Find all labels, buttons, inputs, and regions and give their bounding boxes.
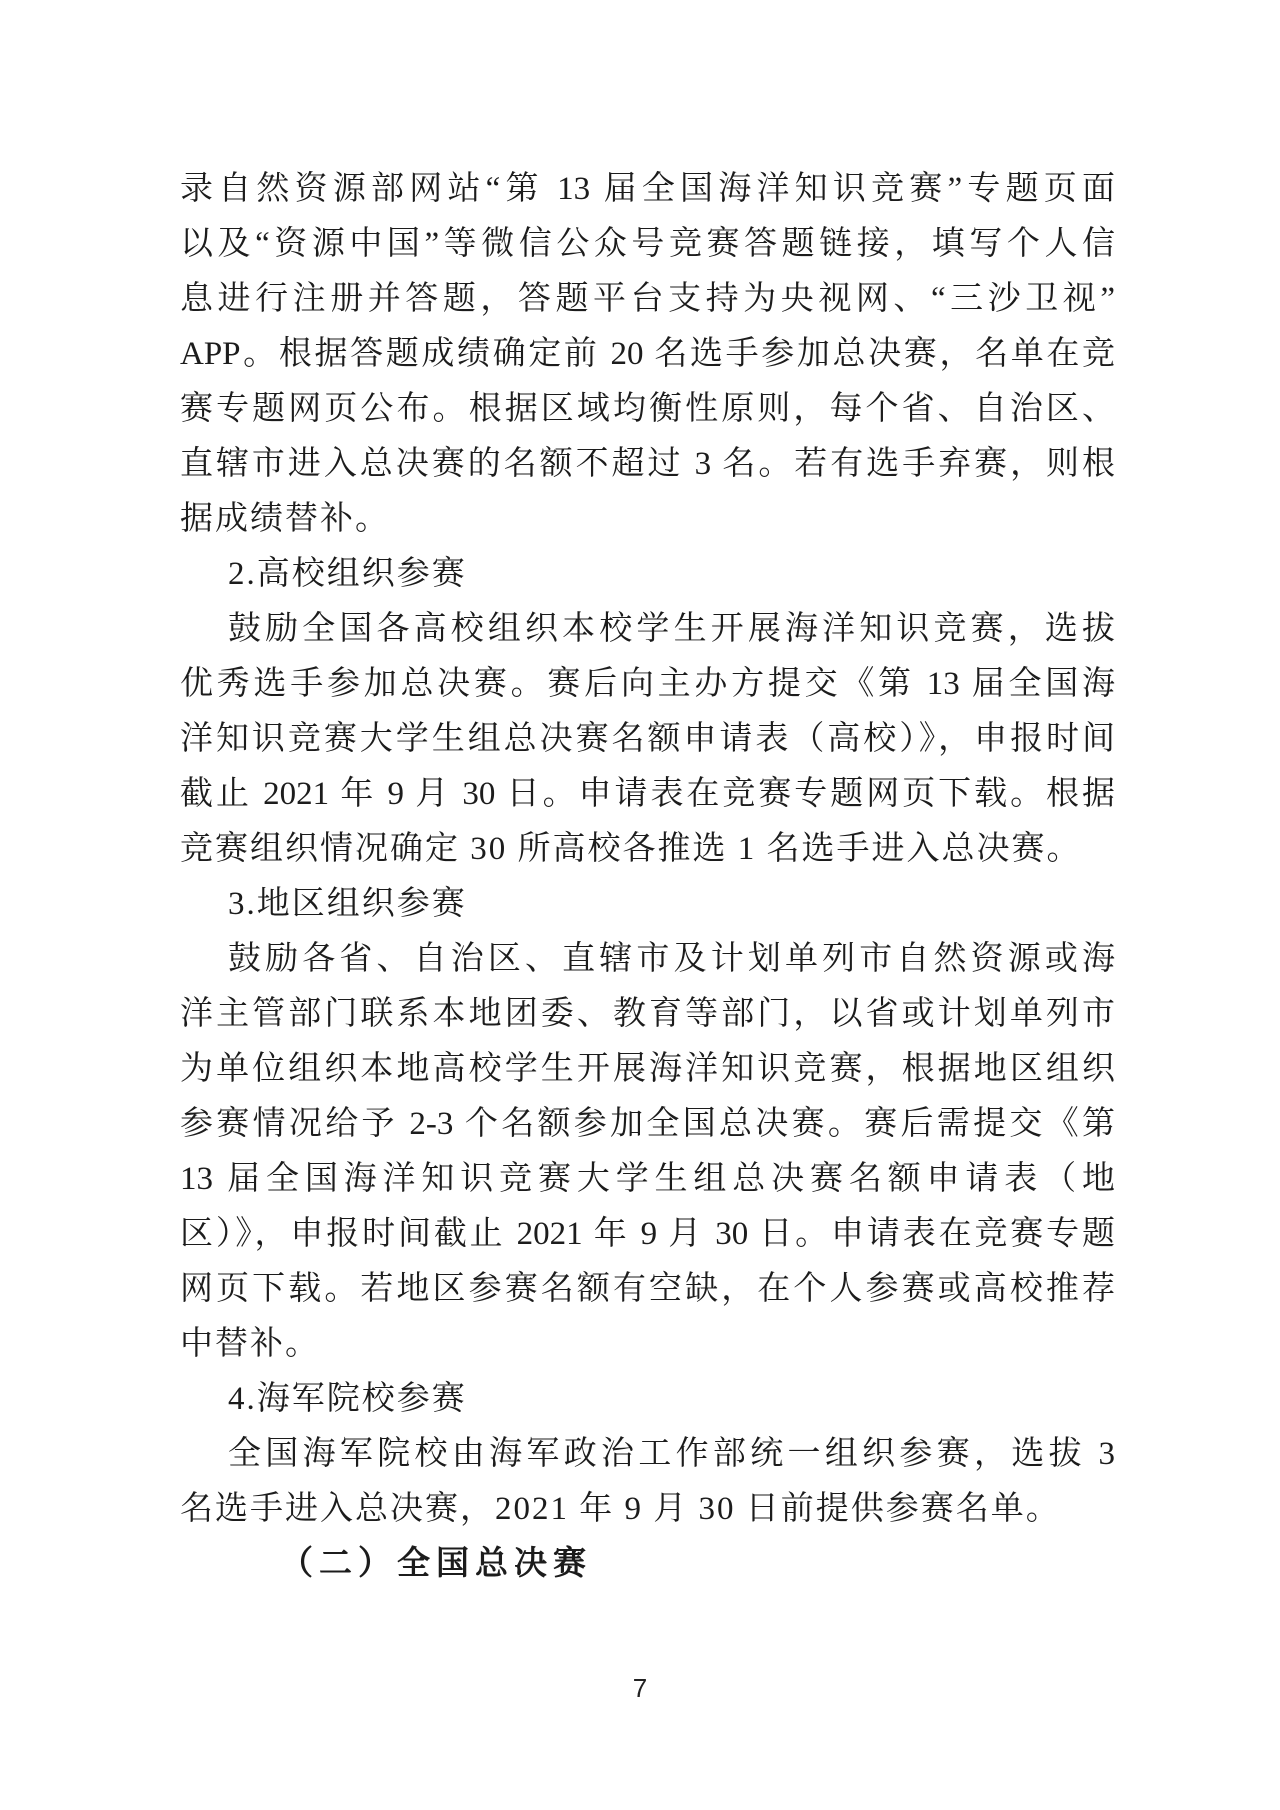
numbered-heading-3: 3.地区组织参赛 xyxy=(228,886,467,922)
text-line: 据成绩替补。 xyxy=(180,501,390,537)
numbered-heading-4: 4.海军院校参赛 xyxy=(228,1381,467,1417)
text-line: 以及“资源中国”等微信公众号竞赛答题链接，填写个人信 xyxy=(180,226,1115,262)
text-line: 网页下载。若地区参赛名额有空缺，在个人参赛或高校推荐 xyxy=(180,1271,1115,1307)
text-line: 名选手进入总决赛，2021 年 9 月 30 日前提供参赛名单。 xyxy=(180,1491,1061,1527)
text-line: 直辖市进入总决赛的名额不超过 3 名。若有选手弃赛，则根 xyxy=(180,446,1115,482)
text-line: 全国海军院校由海军政治工作部统一组织参赛，选拔 3 xyxy=(228,1436,1115,1472)
text-line: 洋主管部门联系本地团委、教育等部门，以省或计划单列市 xyxy=(180,996,1115,1032)
text-line: APP。根据答题成绩确定前 20 名选手参加总决赛，名单在竞 xyxy=(180,336,1115,372)
text-line: 息进行注册并答题，答题平台支持为央视网、“三沙卫视” xyxy=(180,281,1115,317)
section-heading-finals: （二）全国总决赛 xyxy=(280,1546,592,1582)
text-line: 截止 2021 年 9 月 30 日。申请表在竞赛专题网页下载。根据 xyxy=(180,776,1115,812)
text-line: 鼓励全国各高校组织本校学生开展海洋知识竞赛，选拔 xyxy=(228,611,1115,647)
text-line: 参赛情况给予 2-3 个名额参加全国总决赛。赛后需提交《第 xyxy=(180,1106,1115,1142)
text-line: 区）》，申报时间截止 2021 年 9 月 30 日。申请表在竞赛专题 xyxy=(180,1216,1115,1252)
text-line: 洋知识竞赛大学生组总决赛名额申请表（高校）》，申报时间 xyxy=(180,721,1115,757)
text-line: 录自然资源部网站“第 13 届全国海洋知识竞赛”专题页面 xyxy=(180,171,1115,207)
text-line: 中替补。 xyxy=(180,1326,320,1362)
text-line: 13 届全国海洋知识竞赛大学生组总决赛名额申请表（地 xyxy=(180,1161,1115,1197)
document-text-block xyxy=(180,162,1115,1592)
text-line: 优秀选手参加总决赛。赛后向主办方提交《第 13 届全国海 xyxy=(180,666,1115,702)
text-line: 为单位组织本地高校学生开展海洋知识竞赛，根据地区组织 xyxy=(180,1051,1115,1087)
numbered-heading-2: 2.高校组织参赛 xyxy=(228,556,467,592)
text-line: 竞赛组织情况确定 30 所高校各推选 1 名选手进入总决赛。 xyxy=(180,831,1082,867)
text-line: 赛专题网页公布。根据区域均衡性原则，每个省、自治区、 xyxy=(180,391,1115,427)
text-line: 鼓励各省、自治区、直辖市及计划单列市自然资源或海 xyxy=(228,941,1115,977)
page-number: 7 xyxy=(632,1673,648,1703)
